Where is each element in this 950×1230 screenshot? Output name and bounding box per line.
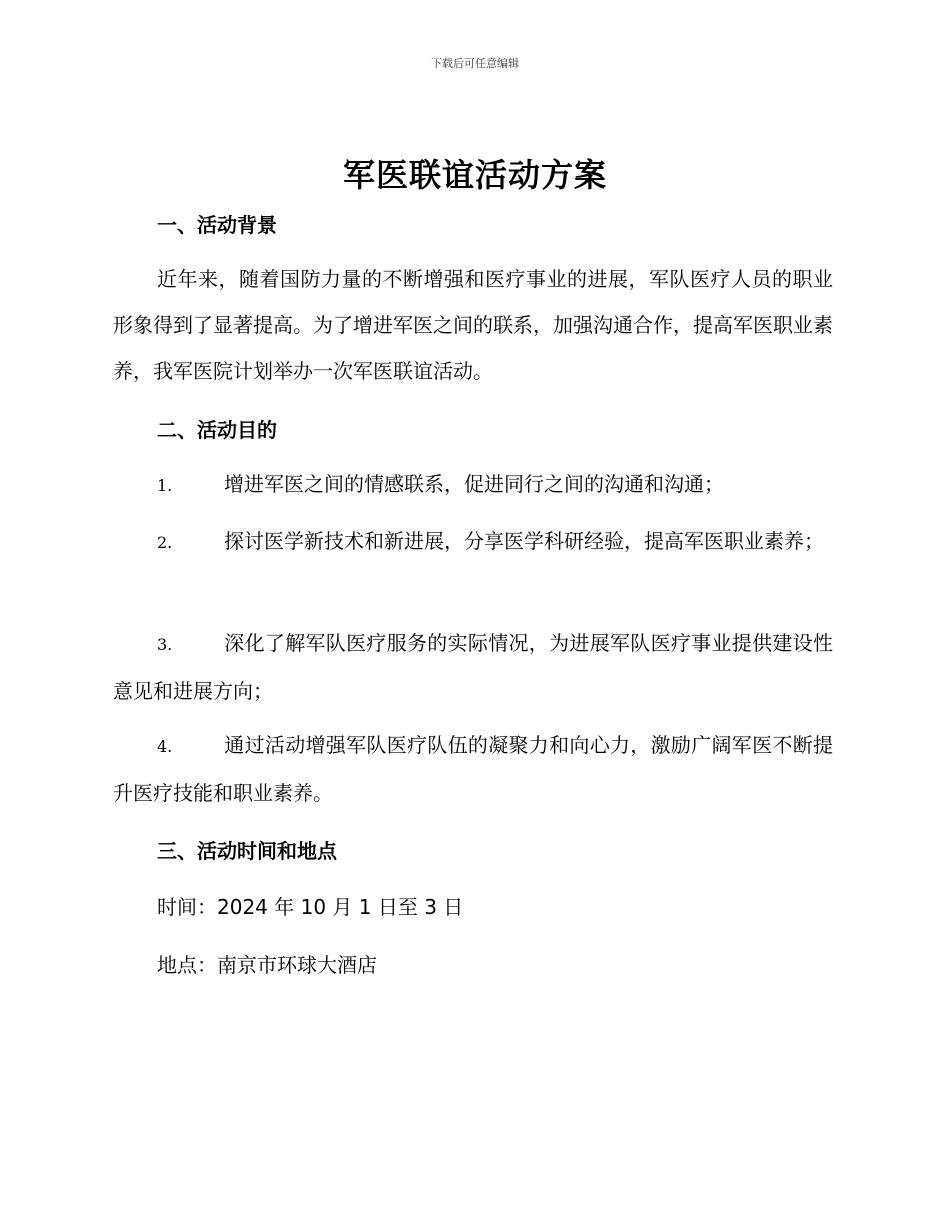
document-title: 军医联谊活动方案 bbox=[342, 156, 607, 194]
purpose-item-text: 探讨医学新技术和新进展，分享医学科研经验，提高军医职业素养； bbox=[224, 529, 824, 553]
purpose-item bbox=[113, 620, 833, 714]
purpose-item-text: 增进军医之间的情感联系，促进同行之间的沟通和沟通； bbox=[224, 472, 724, 496]
event-place: 地点：南京市环球大酒店 bbox=[157, 953, 377, 977]
purpose-item bbox=[113, 461, 833, 509]
section-heading-time-place: 三、活动时间和地点 bbox=[157, 839, 337, 863]
background-paragraph: 近年来，随着国防力量的不断增强和医疗事业的进展，军队医疗人员的职业形象得到了显著提高。为了增进军医之间的联系，加强沟通合作，提高军医职业素养，我军医院计划举办一次军医联谊活动。 bbox=[113, 267, 833, 383]
event-time: 时间：2024 年 10 月 1 日至 3 日 bbox=[157, 895, 464, 919]
purpose-item-text: 通过活动增强军队医疗队伍的凝聚力和向心力，激励广阔军医不断提升医疗技能和职业素养。 bbox=[113, 733, 833, 805]
purpose-item bbox=[113, 518, 833, 566]
purpose-item-number: 1. bbox=[157, 476, 173, 495]
purpose-item bbox=[113, 722, 833, 816]
purpose-item-text: 深化了解军队医疗服务的实际情况，为进展军队医疗事业提供建设性意见和进展方向； bbox=[113, 631, 833, 703]
purpose-item-number: 4. bbox=[157, 737, 173, 756]
header-note: 下载后可任意编辑 bbox=[431, 57, 519, 70]
purpose-item-number: 3. bbox=[157, 635, 173, 654]
section-heading-background: 一、活动背景 bbox=[157, 213, 277, 237]
purpose-item-number: 2. bbox=[157, 533, 173, 552]
section-heading-purpose: 二、活动目的 bbox=[157, 418, 277, 442]
